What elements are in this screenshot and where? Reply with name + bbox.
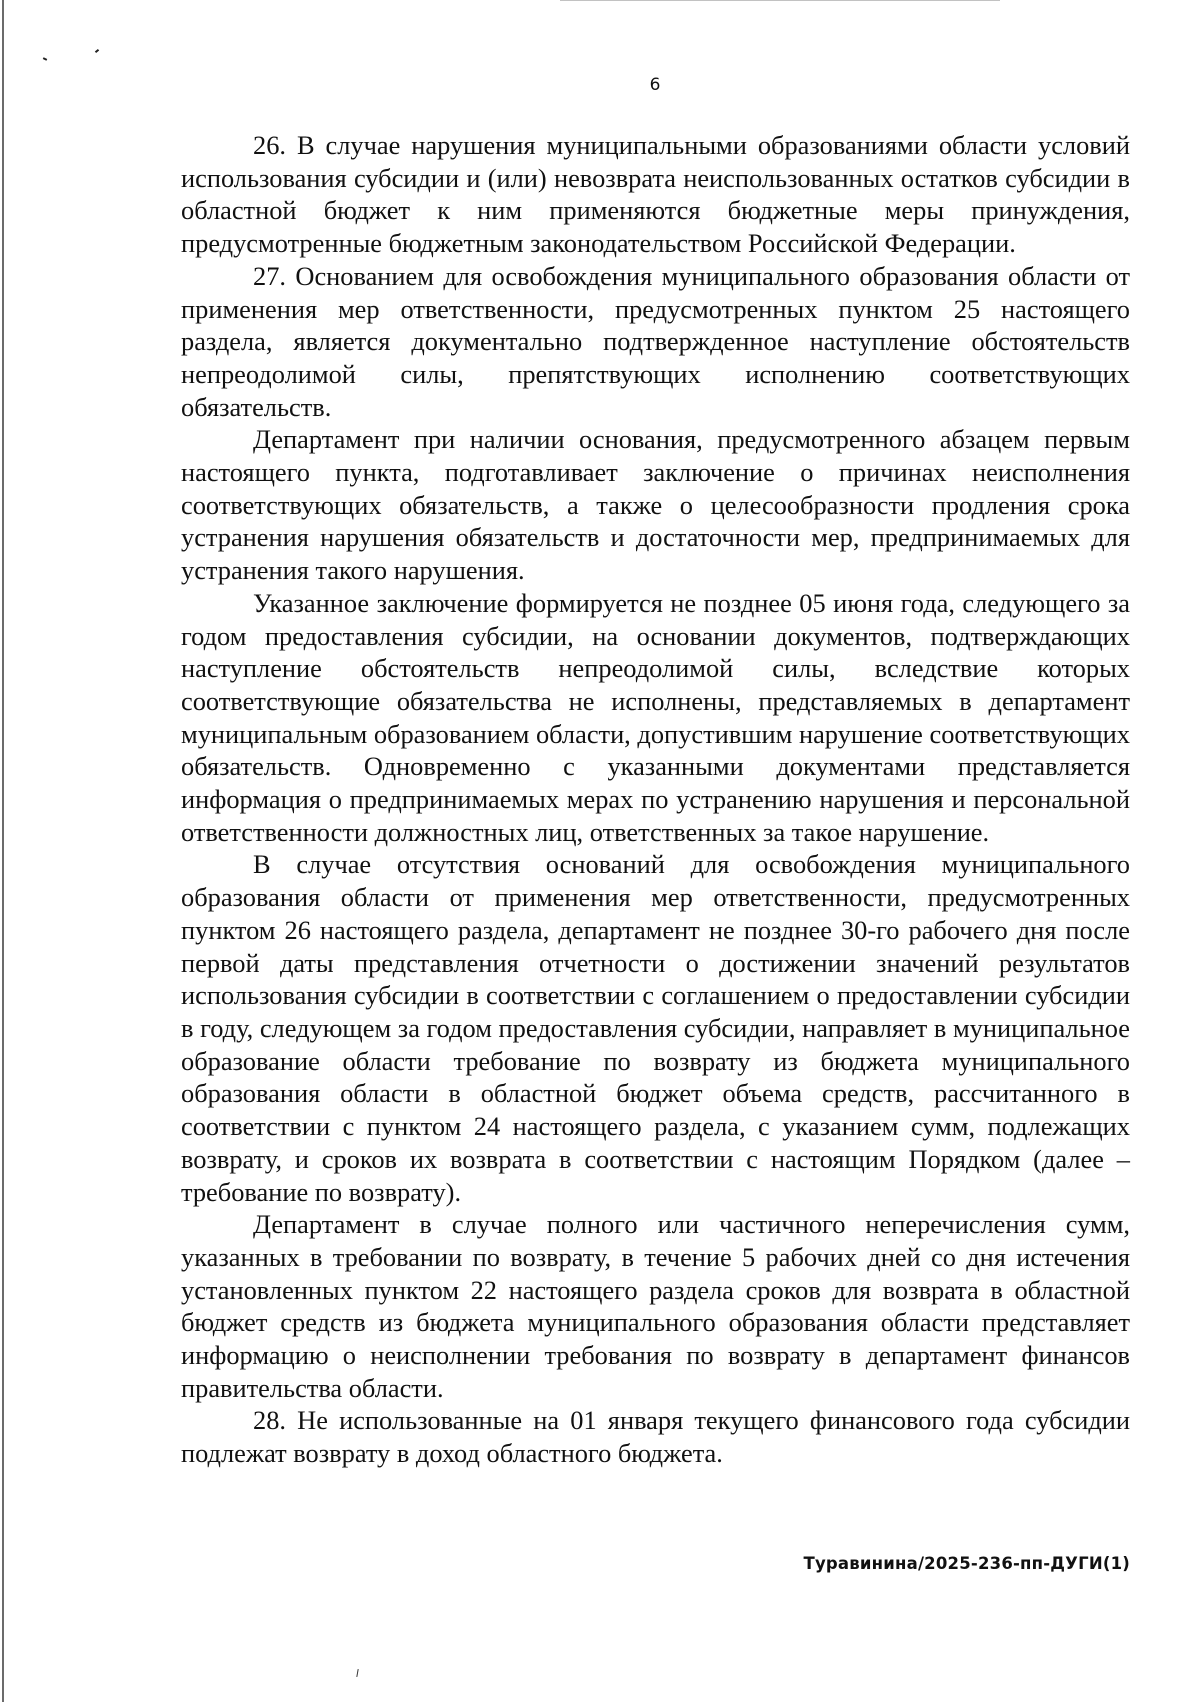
document-code: Туравинина/2025-236-пп-ДУГИ(1) (803, 1554, 1130, 1573)
scan-edge-shadow (2, 0, 4, 1702)
paragraph-26: 26. В случае нарушения муниципальными образованиями области условий использования субсидии и (или) невозврата неиспользованных остатков субсидии в областной бюджет к ним применяются бюджетные меры принуждения, предусмотренные бюджетным законодательством Российской Федерации. (181, 130, 1130, 259)
scan-top-line (560, 0, 1000, 1)
paragraph-27-deadline: Указанное заключение формируется не позднее 05 июня года, следующего за годом предоставления субсидии, на основании документов, подтверждающих наступление обстоятельств непреодолимой силы, вследствие которых соответствующие обязательства не исполнены, представляемых в департамент муниципальным образованием области, допустившим нарушение соответствующих обязательств. Одновременно с указанными документами представляется информация о предпринимаемых мерах по устранению нарушения и персональной ответственности должностных лиц, ответственных за такое нарушение. (181, 587, 1130, 847)
scan-speck (43, 57, 47, 61)
document-body (181, 129, 1130, 1470)
paragraph-27-non-transfer: Департамент в случае полного или частичного неперечисления сумм, указанных в требовании по возврату, в течение 5 рабочих дней со дня истечения установленных пунктом 22 настоящего раздела сроков для возврата в областной бюджет средств из бюджета муниципального образования области представляет информацию о неисполнении требования по возврату в департамент финансов правительства области. (181, 1209, 1130, 1403)
scan-mark (356, 1669, 358, 1677)
page-number: 6 (649, 75, 661, 95)
paragraph-27: 27. Основанием для освобождения муниципального образования области от применения мер ответственности, предусмотренных пунктом 25 настоящего раздела, является документально подтвержденное наступление обстоятельств непреодолимой силы, препятствующих исполнению соответствующих обязательств. (181, 260, 1130, 422)
paragraph-27-conclusion: Департамент при наличии основания, предусмотренного абзацем первым настоящего пункта, подготавливает заключение о причинах неисполнения соответствующих обязательств, а также о целесообразности продления срока устранения нарушения обязательств и достаточности мер, предпринимаемых для устранения такого нарушения. (181, 424, 1130, 586)
paragraph-27-return-demand: В случае отсутствия оснований для освобождения муниципального образования области от применения мер ответственности, предусмотренных пунктом 26 настоящего раздела, департамент не позднее 30-го рабочего дня после первой даты представления отчетности о достижении значений результатов использования субсидии в соответствии с соглашением о предоставлении субсидии в году, следующем за годом предоставления субсидии, направляет в муниципальное образование области требование по возврату из бюджета муниципального образования области в областной бюджет объема средств, рассчитанного в соответствии с пунктом 24 настоящего раздела, с указанием сумм, подлежащих возврату, и сроков их возврата в соответствии с настоящим Порядком (далее – требование по возврату). (181, 849, 1130, 1207)
paragraph-28: 28. Не использованные на 01 января текущего финансового года субсидии подлежат возврату в доход областного бюджета. (181, 1405, 1130, 1469)
scan-speck (95, 49, 99, 53)
